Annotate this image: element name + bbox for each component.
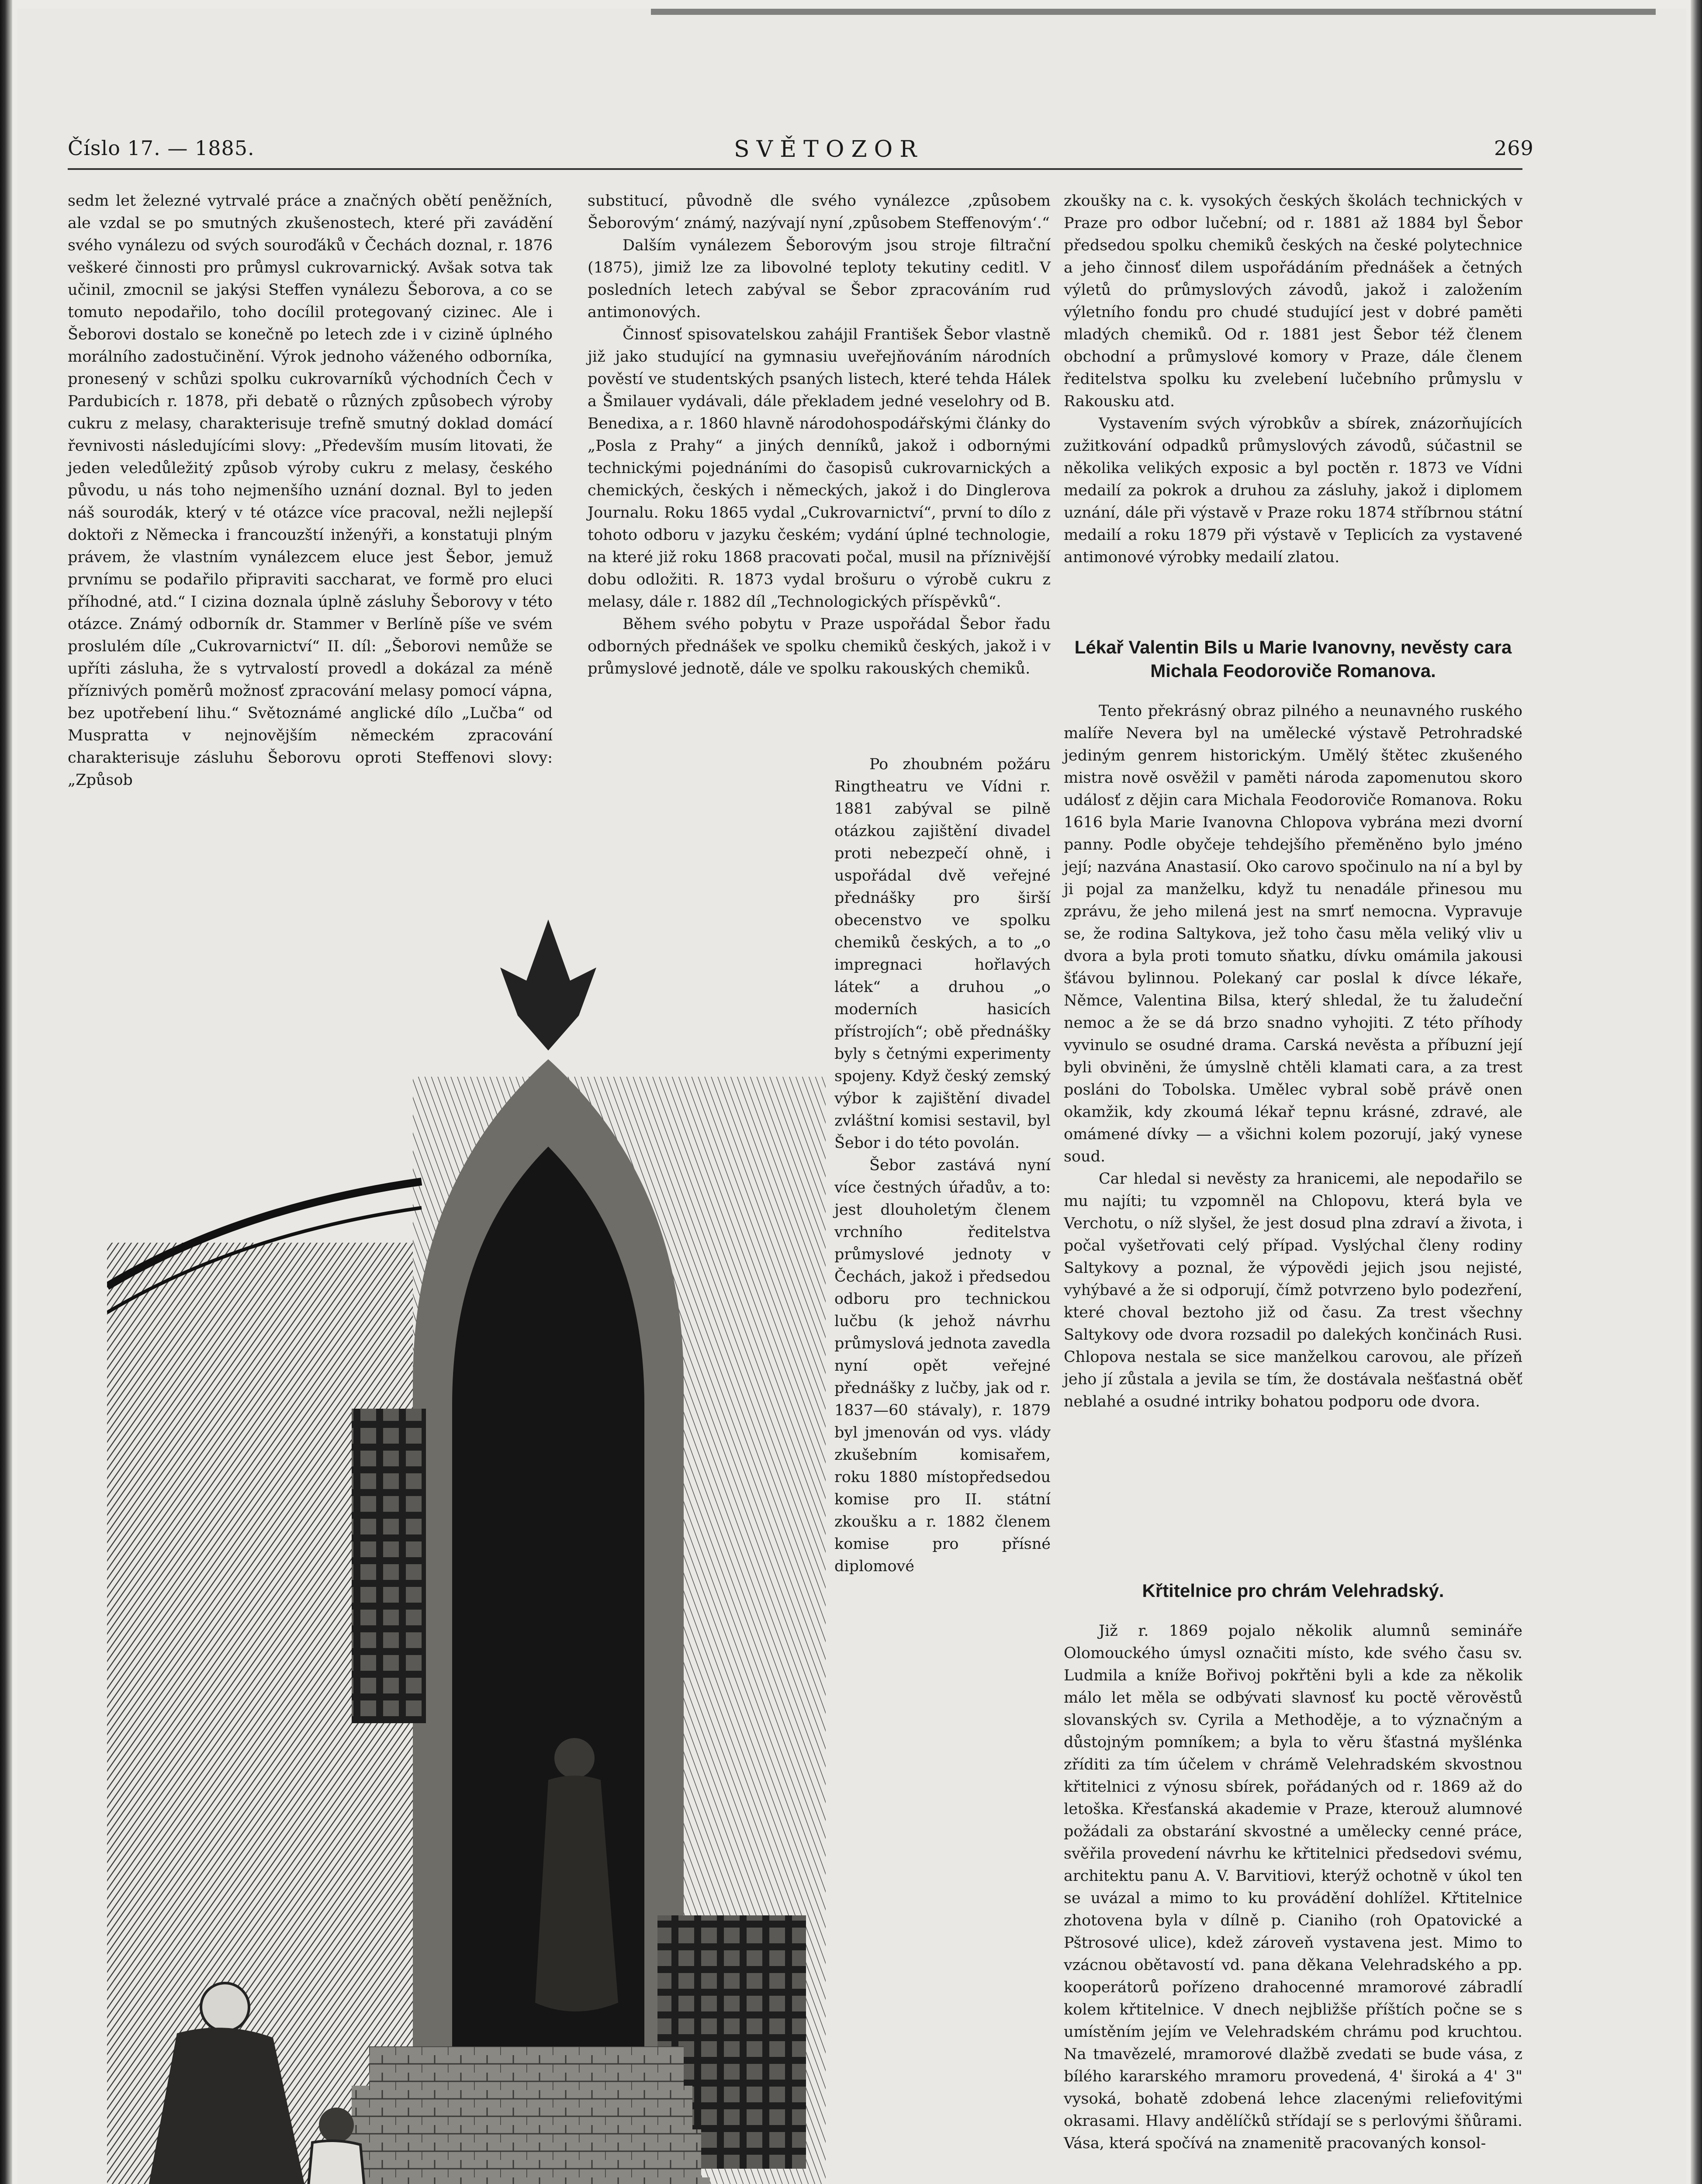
top-edge-shadow — [651, 9, 1656, 15]
paragraph: zkoušky na c. k. vysokých českých školách technických v Praze pro odbor lučební; od r. 1881 až 1884 byl Šebor předsedou spolku chemiků českých na české polytechnice a jeho činnosť dilem uspořádáním přednášek a četných výletů do průmyslových závodů, jakož i založením výletního fondu pro chudé studující jest v dobré paměti mladých chemiků. Od r. 1881 jest Šebor též členem obchodní a průmyslové komory v Praze, dále členem ředitelstva spolku ku zvelebení lučebního průmyslu v Rakousku atd. — [1064, 192, 1522, 410]
header-rule — [68, 168, 1522, 170]
newspaper-page — [17, 9, 1686, 2184]
column-1 — [68, 190, 553, 791]
column-2-narrow — [834, 753, 1051, 1578]
page-edge-right — [1691, 0, 1702, 2184]
headline-bils: Lékař Valentin Bils u Marie Ivanovny, nevěsty cara Michala Feodoroviče Romanova. — [1074, 637, 1512, 681]
paragraph: Vystavením svých výrobkův a sbírek, znázorňujících zužitkování odpadků průmyslových závodů, súčastnil se několika velikých exposic a byl poctěn r. 1873 ve Vídni medailí za pokrok a druhou za zásluhy, jakož i diplomem uznání, dále při výstavě v Praze roku 1874 stříbrnou státní medailí a roku 1879 při výstavě v Teplicích za vystavené antimonové výrobky medailí zlatou. — [1064, 415, 1522, 566]
engraving-illustration — [107, 902, 826, 2184]
page-edge-left — [0, 0, 12, 2184]
column-2 — [588, 190, 1051, 680]
paragraph: substitucí, původně dle svého vynálezce ‚způsobem Šeborovým‘ známý, nazývají nyní ‚způsobem Steffenovým‘.“ — [588, 192, 1051, 232]
paragraph: Tento překrásný obraz pilného a neunavného ruského malíře Nevera byl na umělecké výstavě Petrohradské jediným genrem historickým. Umělý štětec zkušeného mistra nově osvěžil v paměti národa zapomenutou skoro událosť z dějin cara Michala Feodoroviče Romanova. Roku 1616 byla Marie Ivanovna Chlopova vybrána mezi dvorní panny. Podle obyčeje tehdejšího přeměněno bylo jméno její; nazvána Anastasií. Oko carovo spočinulo na ní a byl by ji pojal za manželku, když tu nenadále přinesou mu zprávu, že jeho milená jest na smrť nemocna. Vypravuje se, že rodina Saltykova, jež toho času měla veliký vliv u dvora a byla proti tomuto sňatku, dívku omámila jakousi šťávou bylinnou. Polekaný car poslal k dívce lékaře, Němce, Valentina Bilsa, který shledal, že tu žaludeční nemoc a že se dá brzo snadno vyhojiti. Z této příhody vyvinulo se osudné drama. Carská nevěsta a příbuzní její byli obviněni, že úmyslně chtěli klamati cara, a za trest posláni do Tobolska. Umělec vybral sobě právě onen okamžik, kdy zkoumá lékař tepnu krásné, zdravé, ale omámené dívky — a všichni kolem pozorují, jaký vynese soud. — [1064, 702, 1522, 1165]
paragraph: Činnosť spisovatelskou zahájil František Šebor vlastně již jako studující na gymnasiu uveřejňováním národních pověstí ve studentských psaných listech, které tehda Hálek a Šmilauer vydávali, dále překladem jedné veselohry od B. Benedixa, a r. 1860 hlavně národohospodářskými články do „Posla z Prahy“ a jiných denníků, jakož i odbornými technickými pojednáními do časopisů cukrovarnických a chemických, českých i německých, jakož i do Dinglerova Journalu. Roku 1865 vydal „Cukrovarnictví“, první to dílo z tohoto odboru v jazyku českém; vydání úplné technologie, na které již roku 1868 pracovati počal, musil na příznivější dobu odložiti. R. 1873 vydal brošuru o výrobě cukru z melasy, dále r. 1882 díl „Technologických příspěvků“. — [588, 326, 1051, 611]
headline-krtitelnice: Křtitelnice pro chrám Velehradský. — [1142, 1580, 1444, 1601]
article-krtitelnice — [1064, 1579, 1522, 2155]
paragraph: Dalším vynálezem Šeborovým jsou stroje filtrační (1875), jimiž lze za libovolné teploty tekutiny ceditl. V posledních letech zabýval se Šebor zpracováním rud antimonových. — [588, 237, 1051, 321]
paragraph: sedm let železné vytrvalé práce a značných obětí peněžních, ale vzdal se po smutných zkušenostech, které při zavádění svého vynálezu od svých souroďáků v Čechách doznal, r. 1876 veškeré činnosti pro průmysl cukrovarnický. Avšak sotva tak učinil, zmocnil se jakýsi Steffen vynálezu Šeborova, a co se tomuto nepodařilo, toho docílil protegovaný cizinec. Ale i Šeborovi dostalo se konečně po letech zde i v cizině úplného morálního zadostučinění. Výrok jednoho váženého odborníka, pronesený v schůzi spolku cukrovarníků východních Čech v Pardubicích r. 1878, při debatě o různých způsobech výroby cukru z melasy, charakterisuje trefně smutný doklad domácí řevnivosti následujícími slovy: „Především musím litovati, že jeden veledůležitý způsob výroby cukru z melasy, českého původu, u nás toho nejmenšího uznání doznal. Byl to jeden náš sourodák, který v té otázce více pracoval, nežli nejlepší doktoři z Německa i francouzští inženýři, a konstatuji plným právem, že vlastním vynálezcem eluce jest Šebor, jemuž prvnímu se podařilo připraviti saccharat, ve formě pro eluci příhodné, atd.“ I cizina doznala úplně zásluhy Šeborovy v této otázce. Známý odborník dr. Stammer v Berlíně píše ve svém proslulém díle „Cukrovarnictví“ II. díl: „Šeborovi nemůže se upříti zásluha, že s vytrvalostí provedl a dokázal za méně příznivých poměrů možnosť zpracování melasy pomocí vápna, bez upotřebení lihu.“ Světoznámé anglické dílo „Lučba“ od Muspratta v nejnovějším německém zpracování charakterisuje zásluhu Šeborovu oproti Steffenovi slovy: „Způsob — [68, 192, 553, 789]
article-bils — [1064, 636, 1522, 1413]
column-3 — [1064, 190, 1522, 569]
issue-number: Číslo 17. — 1885. — [68, 136, 255, 160]
paragraph: Šebor zastává nyní více čestných úřadův, a to: jest dlouholetým členem vrchního ředitelstva průmyslové jednoty v Čechách, jakož i předsedou odboru pro technickou lučbu (k jehož návrhu průmyslová jednota zavedla nyní opět veřejné přednášky z lučby, jak od r. 1837—60 stávaly), r. 1879 byl jmenován od vys. vlády zkušebním komisařem, roku 1880 místopředsedou komise pro II. státní zkoušku a r. 1882 členem komise pro přísné diplomové — [834, 1157, 1051, 1575]
paragraph: Během svého pobytu v Praze uspořádal Šebor řadu odborných přednášek ve spolku chemiků českých, jakož i v průmyslové jednotě, dále ve spolku rakouských chemiků. — [588, 615, 1051, 677]
masthead-title: SVĚTOZOR — [734, 136, 924, 162]
page-number: 269 — [1494, 136, 1534, 160]
paragraph: Po zhoubném požáru Ringtheatru ve Vídni r. 1881 zabýval se pilně otázkou zajištění divadel proti nebezpečí ohně, i uspořádal dvě veřejné přednášky pro širší obecenstvo ve spolku chemiků českých, a to „o impregnaci hořlavých látek“ a druhou „o moderních hasicích přístrojích“; obě přednášky byly s četnými experimenty spojeny. Když český zemský výbor k zajištění divadel zvláštní komisi sestavil, byl Šebor i do této povolán. — [834, 756, 1051, 1152]
paragraph: Již r. 1869 pojalo několik alumnů semináře Olomouckého úmysl označiti místo, kde svého času sv. Ludmila a kníže Bořivoj pokřtěni byli a kde za několik málo let měla se odbývati slavnosť ku poctě věrověstů slovanských sv. Cyrila a Methoděje, a to význačným a důstojným pomníkem; a byla to věru šťastná myšlénka zříditi za tím účelem v chrámě Velehradském skvostnou křtitelnici z výnosu sbírek, pořádaných od r. 1869 až do letoška. Křesťanská akademie v Praze, kterouž alumnové požádali za obstarání skvostné a umělecky cenné práce, svěřila provedení návrhu ke křtitelnici předsedovi svému, architektu panu A. V. Barvitiovi, kterýž ochotně v úkol ten se uvázal a mimo to ku provádění dohlížel. Křtitelnice zhotovena byla v dílně p. Cianiho (roh Opatovické a Pštrosové ulice), kdež zároveň vystavena jest. Mimo to vzácnou obětavostí vd. pana děkana Velehradského a pp. kooperátorů pořízeno drahocenné mramorové zábradlí kolem křtitelnice. V dnech nejbližše příštích počne se s umístěním jejím ve Velehradském chrámu pod kruchtou. Na tmavězelé, mramorové dlažbě zvedati se bude vása, z bílého kararského mramoru provedená, 4' široká a 4' 3" vysoká, bohatě zdobená lehce zlacenými reliefovitými okrasami. Hlavy andělíčků střídají se s perlovými šňůrami. Vása, která spočívá na znamenitě pracovaných konsol- — [1064, 1622, 1522, 2152]
window-grille-left — [352, 1409, 426, 1723]
paragraph: Car hledal si nevěsty za hranicemi, ale nepodařilo se mu najíti; tu vzpomněl na Chlopovu, která byla ve Verchotu, o níž slyšel, že jest dosud plna zdraví a života, i počal vyšetřovati celý případ. Vyslýchal členy rodiny Saltykovy a poznal, že výpovědi jejich jsou nejisté, vyhýbavé a že si odporují, čímž potvrzeno bylo podezření, které choval beztoho již od času. Za trest všechny Saltykovy ode dvora rozsadil po dalekých končinách Rusi. Chlopova nestala se sice manželkou carovou, ale přízeň jeho jí zůstala a jevila se tím, že dostávala nešťastná oběť neblahé a osudné intriky bohatou podporu ode dvora. — [1064, 1170, 1522, 1410]
